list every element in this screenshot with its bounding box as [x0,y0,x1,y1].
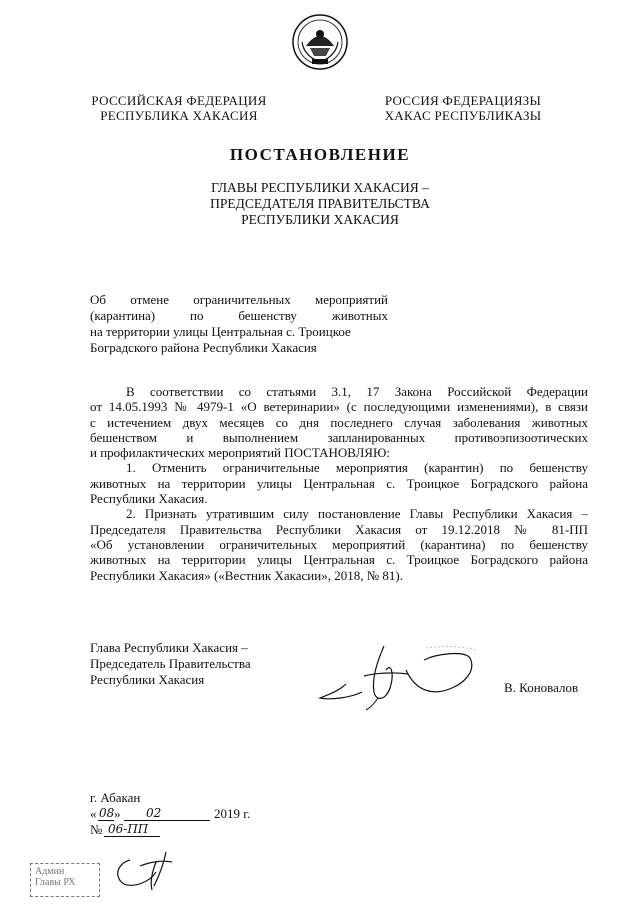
date-day: 08 [99,806,115,820]
signatory-title-line2: Председатель Правительства [90,656,251,671]
header-right-line1: РОССИЯ ФЕДЕРАЦИЯЗЫ [384,93,542,108]
issuer-line2: ПРЕДСЕДАТЕЛЯ ПРАВИТЕЛЬСТВА [210,196,430,211]
item2-line4: животных на территории улицы Центральная с. Троицкое Боградского района [90,552,588,568]
registry-stamp [30,863,100,897]
place-of-issue: г. Абакан [90,790,141,805]
number-prefix: № [90,822,103,837]
date-year: 2019 г. [214,806,251,821]
subject-block [90,292,388,356]
signatory-title-line3: Республики Хакасия [90,672,205,687]
header-left-line1: РОССИЙСКАЯ ФЕДЕРАЦИЯ [91,93,267,108]
stamp-line2: Главы РХ [35,877,76,888]
document-type: ПОСТАНОВЛЕНИЕ [229,145,411,164]
signatory-name: В. Коновалов [504,680,579,695]
signatory-title [90,640,251,688]
subject-line2: (карантина) по бешенству животных [90,308,388,323]
issuer-line1: ГЛАВЫ РЕСПУБЛИКИ ХАКАСИЯ – [211,180,429,195]
issuer-block [0,180,640,228]
preamble-line3: с истечением двух месяцев со дня последнего случая заболевания животных [90,414,588,430]
item1-line2: животных на территории улицы Центральная с. Троицкое Боградского района [90,475,588,491]
handwritten-signature [316,640,486,712]
item2-line3: «Об установлении ограничительных мероприятий (карантина) по бешенству [90,536,588,552]
preamble-line1: В соответствии со статьями 3.1, 17 Закона Российской Федерации [126,384,588,399]
subject-line3: на территории улицы Центральная с. Троицкое [90,324,351,339]
header-left [84,93,274,123]
handwritten-initials [110,848,190,892]
item2-line2: Председателя Правительства Республики Хакасия от 19.12.2018 № 81-ПП [90,521,588,537]
document-number [90,822,290,840]
item1-line3: Республики Хакасия. [90,491,208,507]
date-month: 02 [146,806,162,820]
item2-line5: Республики Хакасия» («Вестник Хакасии», 2018, № 81). [90,567,403,583]
header-right-line2: ХАКАС РЕСПУБЛИКАЗЫ [384,108,542,123]
document-date: « 08 » 02 2019 г. [90,806,251,821]
stamp-line1: Админ [35,866,65,877]
document-body [90,384,588,583]
preamble-line4: бешенством и выполнением запланированных противоэпизоотических [90,429,588,445]
subject-line4: Боградского района Республики Хакасия [90,340,317,355]
signatory-title-line1: Глава Республики Хакасия – [90,640,248,655]
item1-line1: 1. Отменить ограничительные мероприятия (карантин) по бешенству [126,460,588,476]
item2-line1: 2. Признать утратившим силу постановление Главы Республики Хакасия – [126,506,588,522]
header-right [374,93,552,123]
subject-line1: Об отмене ограничительных мероприятий [90,292,388,307]
header-left-line2: РЕСПУБЛИКА ХАКАСИЯ [100,108,258,123]
preamble-line5: и профилактических мероприятий ПОСТАНОВЛЯЮ: [90,445,390,461]
number-value: 06-ПП [108,822,149,836]
coat-of-arms-emblem [290,12,350,72]
preamble-line2: от 14.05.1993 № 4979-1 «О ветеринарии» (с последующими изменениями), в связи [90,399,588,415]
issuer-line3: РЕСПУБЛИКИ ХАКАСИЯ [241,212,399,227]
